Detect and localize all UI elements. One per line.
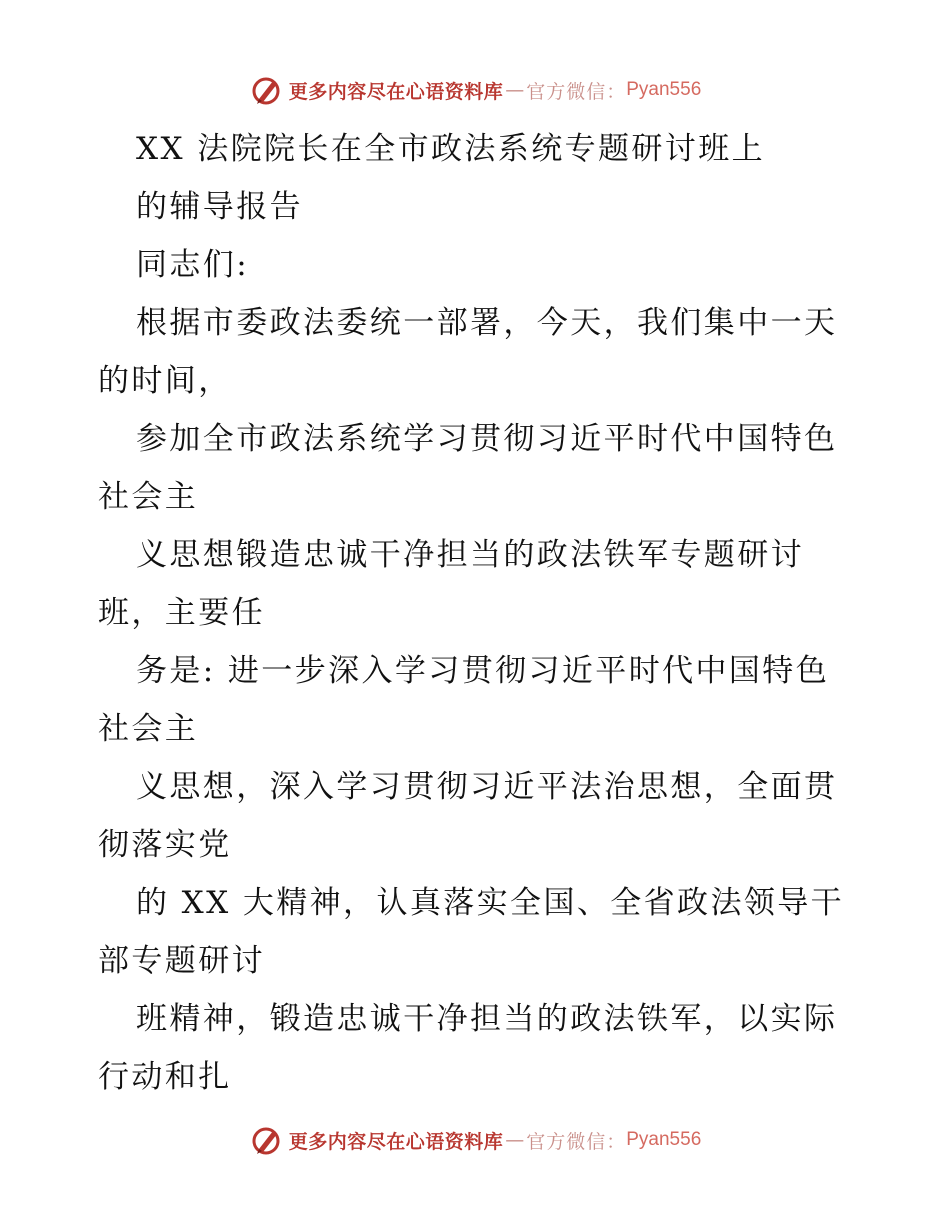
- footer-wechat-id: Pyan556: [626, 1129, 702, 1150]
- pen-logo-icon: [249, 1123, 283, 1157]
- text-line: 义思想，深入学习贯彻习近平法治思想，全面贯: [136, 769, 838, 805]
- text-line: 的辅导报告: [136, 189, 303, 225]
- text-line: 义思想锻造忠诚干净担当的政法铁军专题研讨: [136, 537, 804, 573]
- text-line: 部专题研讨: [98, 943, 265, 979]
- header-watermark: [0, 70, 950, 110]
- header-wechat-id: Pyan556: [626, 79, 702, 100]
- text-line: 的 XX 大精神，认真落实全国、全省政法领导干: [136, 885, 845, 921]
- text-line: XX 法院院长在全市政法系统专题研讨班上: [136, 131, 765, 167]
- pen-logo-icon: [249, 73, 283, 107]
- document-body: [98, 120, 858, 1106]
- text-line: 务是: 进一步深入学习贯彻习近平时代中国特色: [136, 653, 830, 689]
- text-line: 同志们:: [136, 247, 250, 283]
- text-line: 班，主要任: [98, 595, 265, 631]
- footer-watermark: [0, 1120, 950, 1160]
- text-line: 根据市委政法委统一部署，今天，我们集中一天: [136, 305, 838, 341]
- header-separator: —: [505, 79, 525, 101]
- text-line: 班精神，锻造忠诚干净担当的政法铁军，以实际: [136, 1001, 838, 1037]
- text-line: 的时间，: [98, 363, 232, 399]
- text-line: 彻落实党: [98, 827, 232, 863]
- footer-site-text: 更多内容尽在心语资料库: [288, 1130, 504, 1153]
- text-line: 行动和扎: [98, 1059, 232, 1095]
- footer-wechat-label: 官方微信：: [526, 1130, 627, 1153]
- paragraph-lines: [98, 120, 858, 1106]
- footer-separator: —: [505, 1129, 525, 1151]
- text-line: 社会主: [98, 711, 199, 747]
- text-line: 社会主: [98, 479, 199, 515]
- text-line: 参加全市政法系统学习贯彻习近平时代中国特色: [136, 421, 838, 457]
- header-wechat-label: 官方微信：: [526, 80, 627, 103]
- header-site-text: 更多内容尽在心语资料库: [288, 80, 504, 103]
